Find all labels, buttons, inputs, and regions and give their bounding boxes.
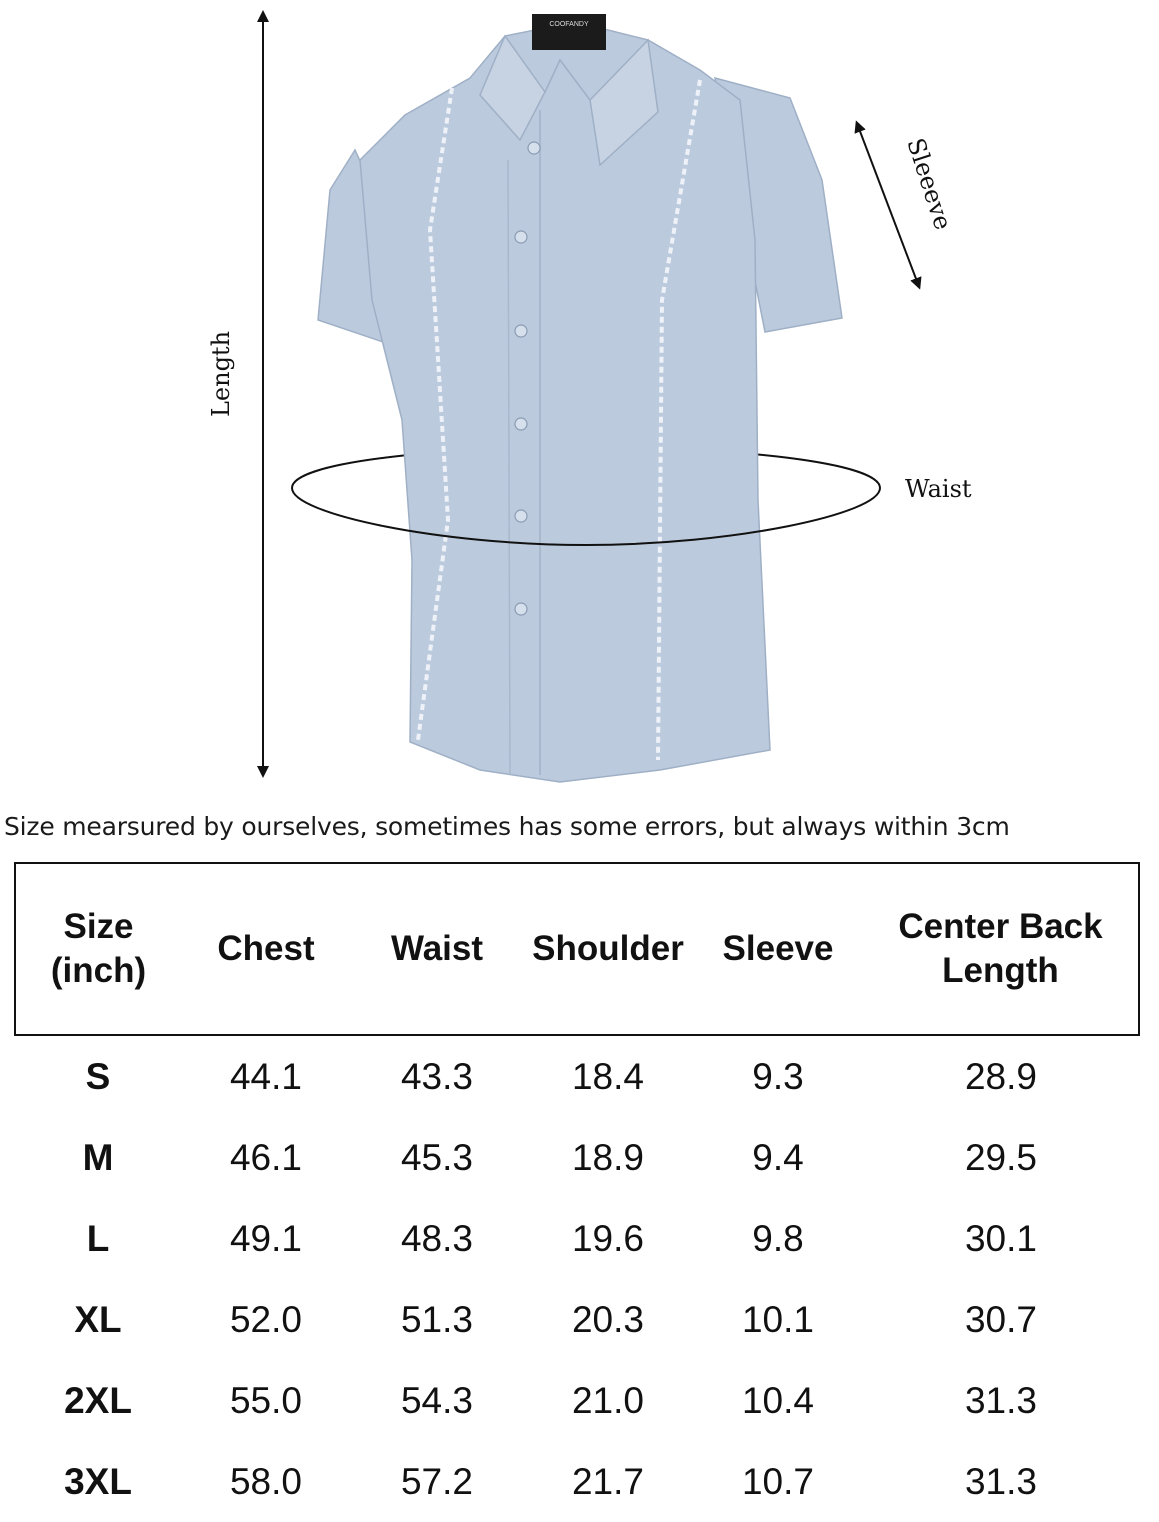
cell-waist: 54.3	[400, 1379, 473, 1421]
cell-chest: 49.1	[229, 1217, 302, 1259]
cell-center-back-length: 29.5	[964, 1136, 1037, 1178]
measurement-note: Size mearsured by ourselves, sometimes has some errors, but always within 3cm	[4, 812, 1010, 841]
table-row	[15, 1441, 1139, 1522]
cell-sleeve: 10.4	[741, 1379, 814, 1421]
cell-center-back-length: 31.3	[964, 1460, 1037, 1502]
cell-shoulder: 19.6	[571, 1217, 644, 1259]
column-header-size: Size (inch)	[15, 863, 181, 1035]
cell-shoulder: 21.7	[571, 1460, 644, 1502]
cell-waist: 43.3	[400, 1055, 473, 1097]
cell-sleeve: 9.3	[752, 1055, 804, 1097]
table-row	[15, 1035, 1139, 1117]
cell-waist: 51.3	[400, 1298, 473, 1340]
cell-shoulder: 21.0	[571, 1379, 644, 1421]
cell-chest: 46.1	[229, 1136, 302, 1178]
cell-size: M	[82, 1136, 114, 1178]
table-body	[15, 1035, 1139, 1522]
cell-center-back-length: 30.7	[964, 1298, 1037, 1340]
cell-chest: 44.1	[229, 1055, 302, 1097]
cell-center-back-length: 30.1	[964, 1217, 1037, 1259]
cell-size: 2XL	[64, 1379, 132, 1421]
column-header-waist: Waist	[351, 863, 523, 1035]
cell-sleeve: 10.1	[741, 1298, 814, 1340]
cell-center-back-length: 28.9	[964, 1055, 1037, 1097]
column-header-shoulder: Shoulder	[523, 863, 693, 1035]
length-label: Length	[207, 330, 236, 418]
cell-chest: 58.0	[229, 1460, 302, 1502]
table-row	[15, 1198, 1139, 1279]
cell-sleeve: 9.4	[752, 1136, 804, 1178]
cell-sleeve: 10.7	[741, 1460, 814, 1502]
table-row	[15, 1360, 1139, 1441]
cell-sleeve: 9.8	[752, 1217, 804, 1259]
cell-chest: 55.0	[229, 1379, 302, 1421]
table-row	[15, 1279, 1139, 1360]
table-row	[15, 1117, 1139, 1198]
cell-chest: 52.0	[229, 1298, 302, 1340]
sleeve-label: Sleeeve	[901, 134, 958, 234]
cell-waist: 45.3	[400, 1136, 473, 1178]
column-header-sleeve: Sleeve	[693, 863, 863, 1035]
shirt	[318, 14, 842, 782]
cell-waist: 48.3	[400, 1217, 473, 1259]
cell-size: S	[85, 1055, 111, 1097]
column-header-chest: Chest	[181, 863, 351, 1035]
size-chart-table	[14, 862, 1140, 1522]
cell-center-back-length: 31.3	[964, 1379, 1037, 1421]
cell-size: XL	[74, 1298, 122, 1340]
cell-shoulder: 18.9	[571, 1136, 644, 1178]
table-header-row	[15, 863, 1139, 1035]
column-header-center-back-length: Center Back Length	[863, 863, 1139, 1035]
cell-shoulder: 18.4	[571, 1055, 644, 1097]
cell-shoulder: 20.3	[571, 1298, 644, 1340]
cell-waist: 57.2	[400, 1460, 473, 1502]
waist-label: Waist	[905, 475, 972, 503]
cell-size: 3XL	[64, 1460, 132, 1502]
brand-tag-label: COOFANDY	[549, 21, 589, 28]
cell-size: L	[86, 1217, 110, 1259]
